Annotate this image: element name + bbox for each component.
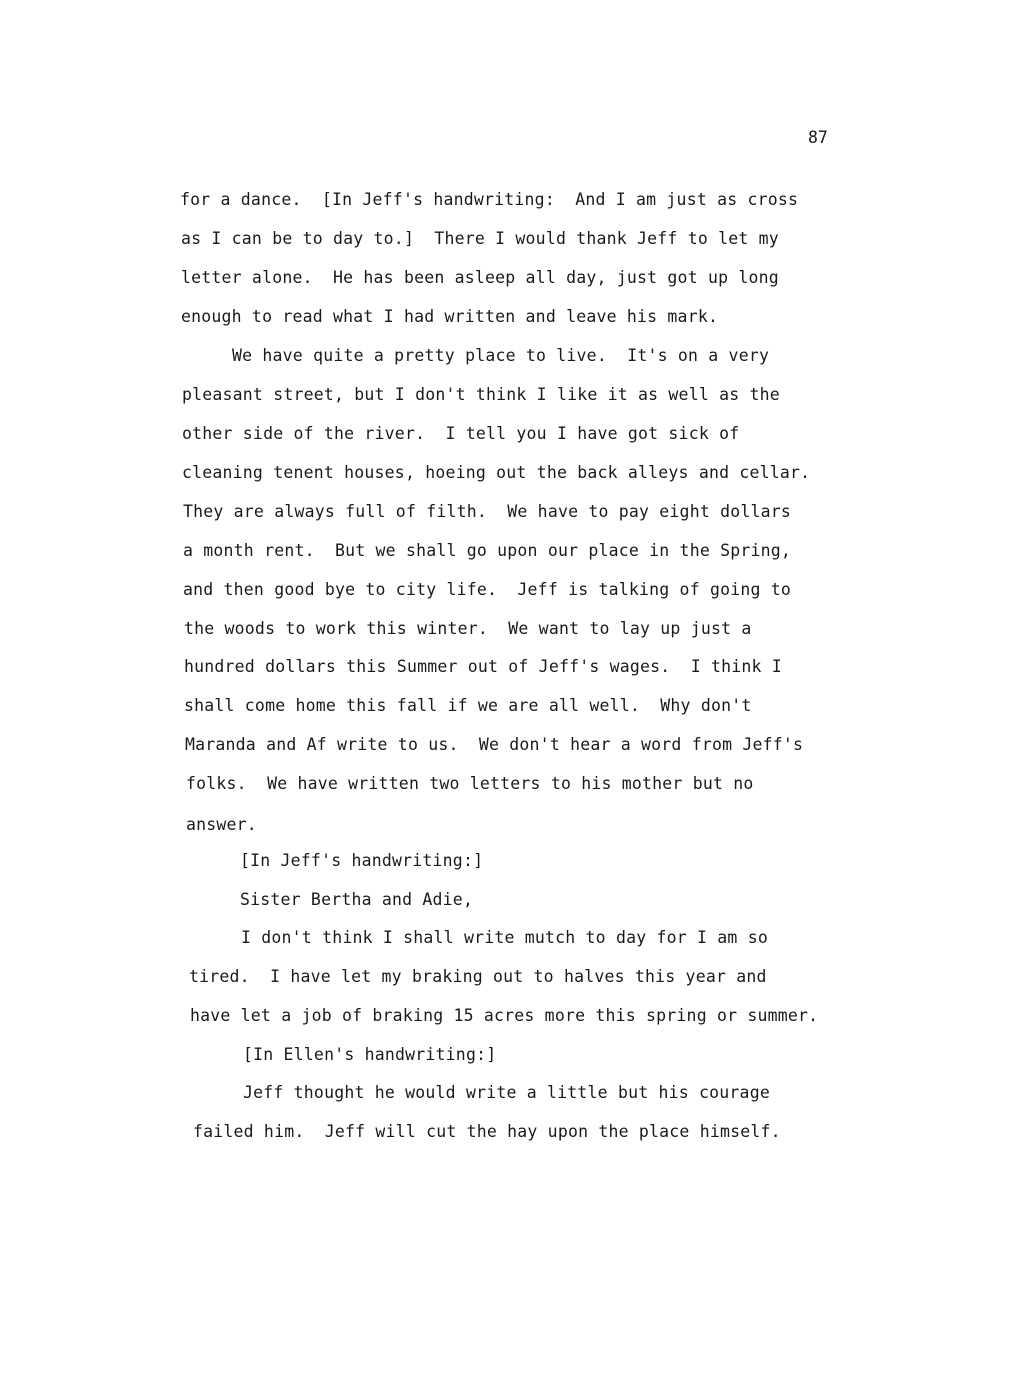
text-line: tired. I have let my braking out to halves this year and — [189, 967, 767, 986]
text-line: a month rent. But we shall go upon our place in the Spring, — [183, 541, 792, 560]
text-line: and then good bye to city life. Jeff is talking of going to — [183, 580, 792, 599]
page-number: 87 — [808, 128, 828, 147]
text-line: Maranda and Af write to us. We don't hear a word from Jeff's — [185, 735, 804, 754]
text-line: have let a job of braking 15 acres more this spring or summer. — [190, 1006, 819, 1025]
text-line: the woods to work this winter. We want to lay up just a — [184, 619, 752, 638]
handwriting-note: [In Ellen's handwriting:] — [243, 1045, 497, 1064]
text-line: answer. — [186, 815, 257, 834]
salutation: Sister Bertha and Adie, — [240, 890, 474, 909]
text-line: failed him. Jeff will cut the hay upon the place himself. — [193, 1122, 781, 1141]
text-line: as I can be to day to.] There I would thank Jeff to let my — [181, 229, 779, 248]
paragraph-first-line: I don't think I shall write mutch to day for I am so — [241, 928, 768, 947]
text-line: letter alone. He has been asleep all day, just got up long — [181, 268, 779, 287]
text-line: cleaning tenent houses, hoeing out the back alleys and cellar. — [182, 463, 811, 482]
text-line: They are always full of filth. We have to pay eight dollars — [183, 502, 792, 521]
text-line: hundred dollars this Summer out of Jeff's wages. I think I — [184, 657, 782, 676]
text-line: pleasant street, but I don't think I like it as well as the — [182, 385, 780, 404]
paragraph-first-line: We have quite a pretty place to live. It's on a very — [232, 346, 770, 365]
paragraph-first-line: Jeff thought he would write a little but his courage — [243, 1083, 770, 1102]
text-line: other side of the river. I tell you I have got sick of — [182, 424, 740, 443]
text-line: enough to read what I had written and leave his mark. — [181, 307, 719, 326]
handwriting-note: [In Jeff's handwriting:] — [240, 851, 484, 870]
text-line: folks. We have written two letters to his mother but no — [186, 774, 754, 793]
text-line: shall come home this fall if we are all well. Why don't — [184, 696, 752, 715]
text-line: for a dance. [In Jeff's handwriting: And I am just as cross — [180, 190, 799, 209]
